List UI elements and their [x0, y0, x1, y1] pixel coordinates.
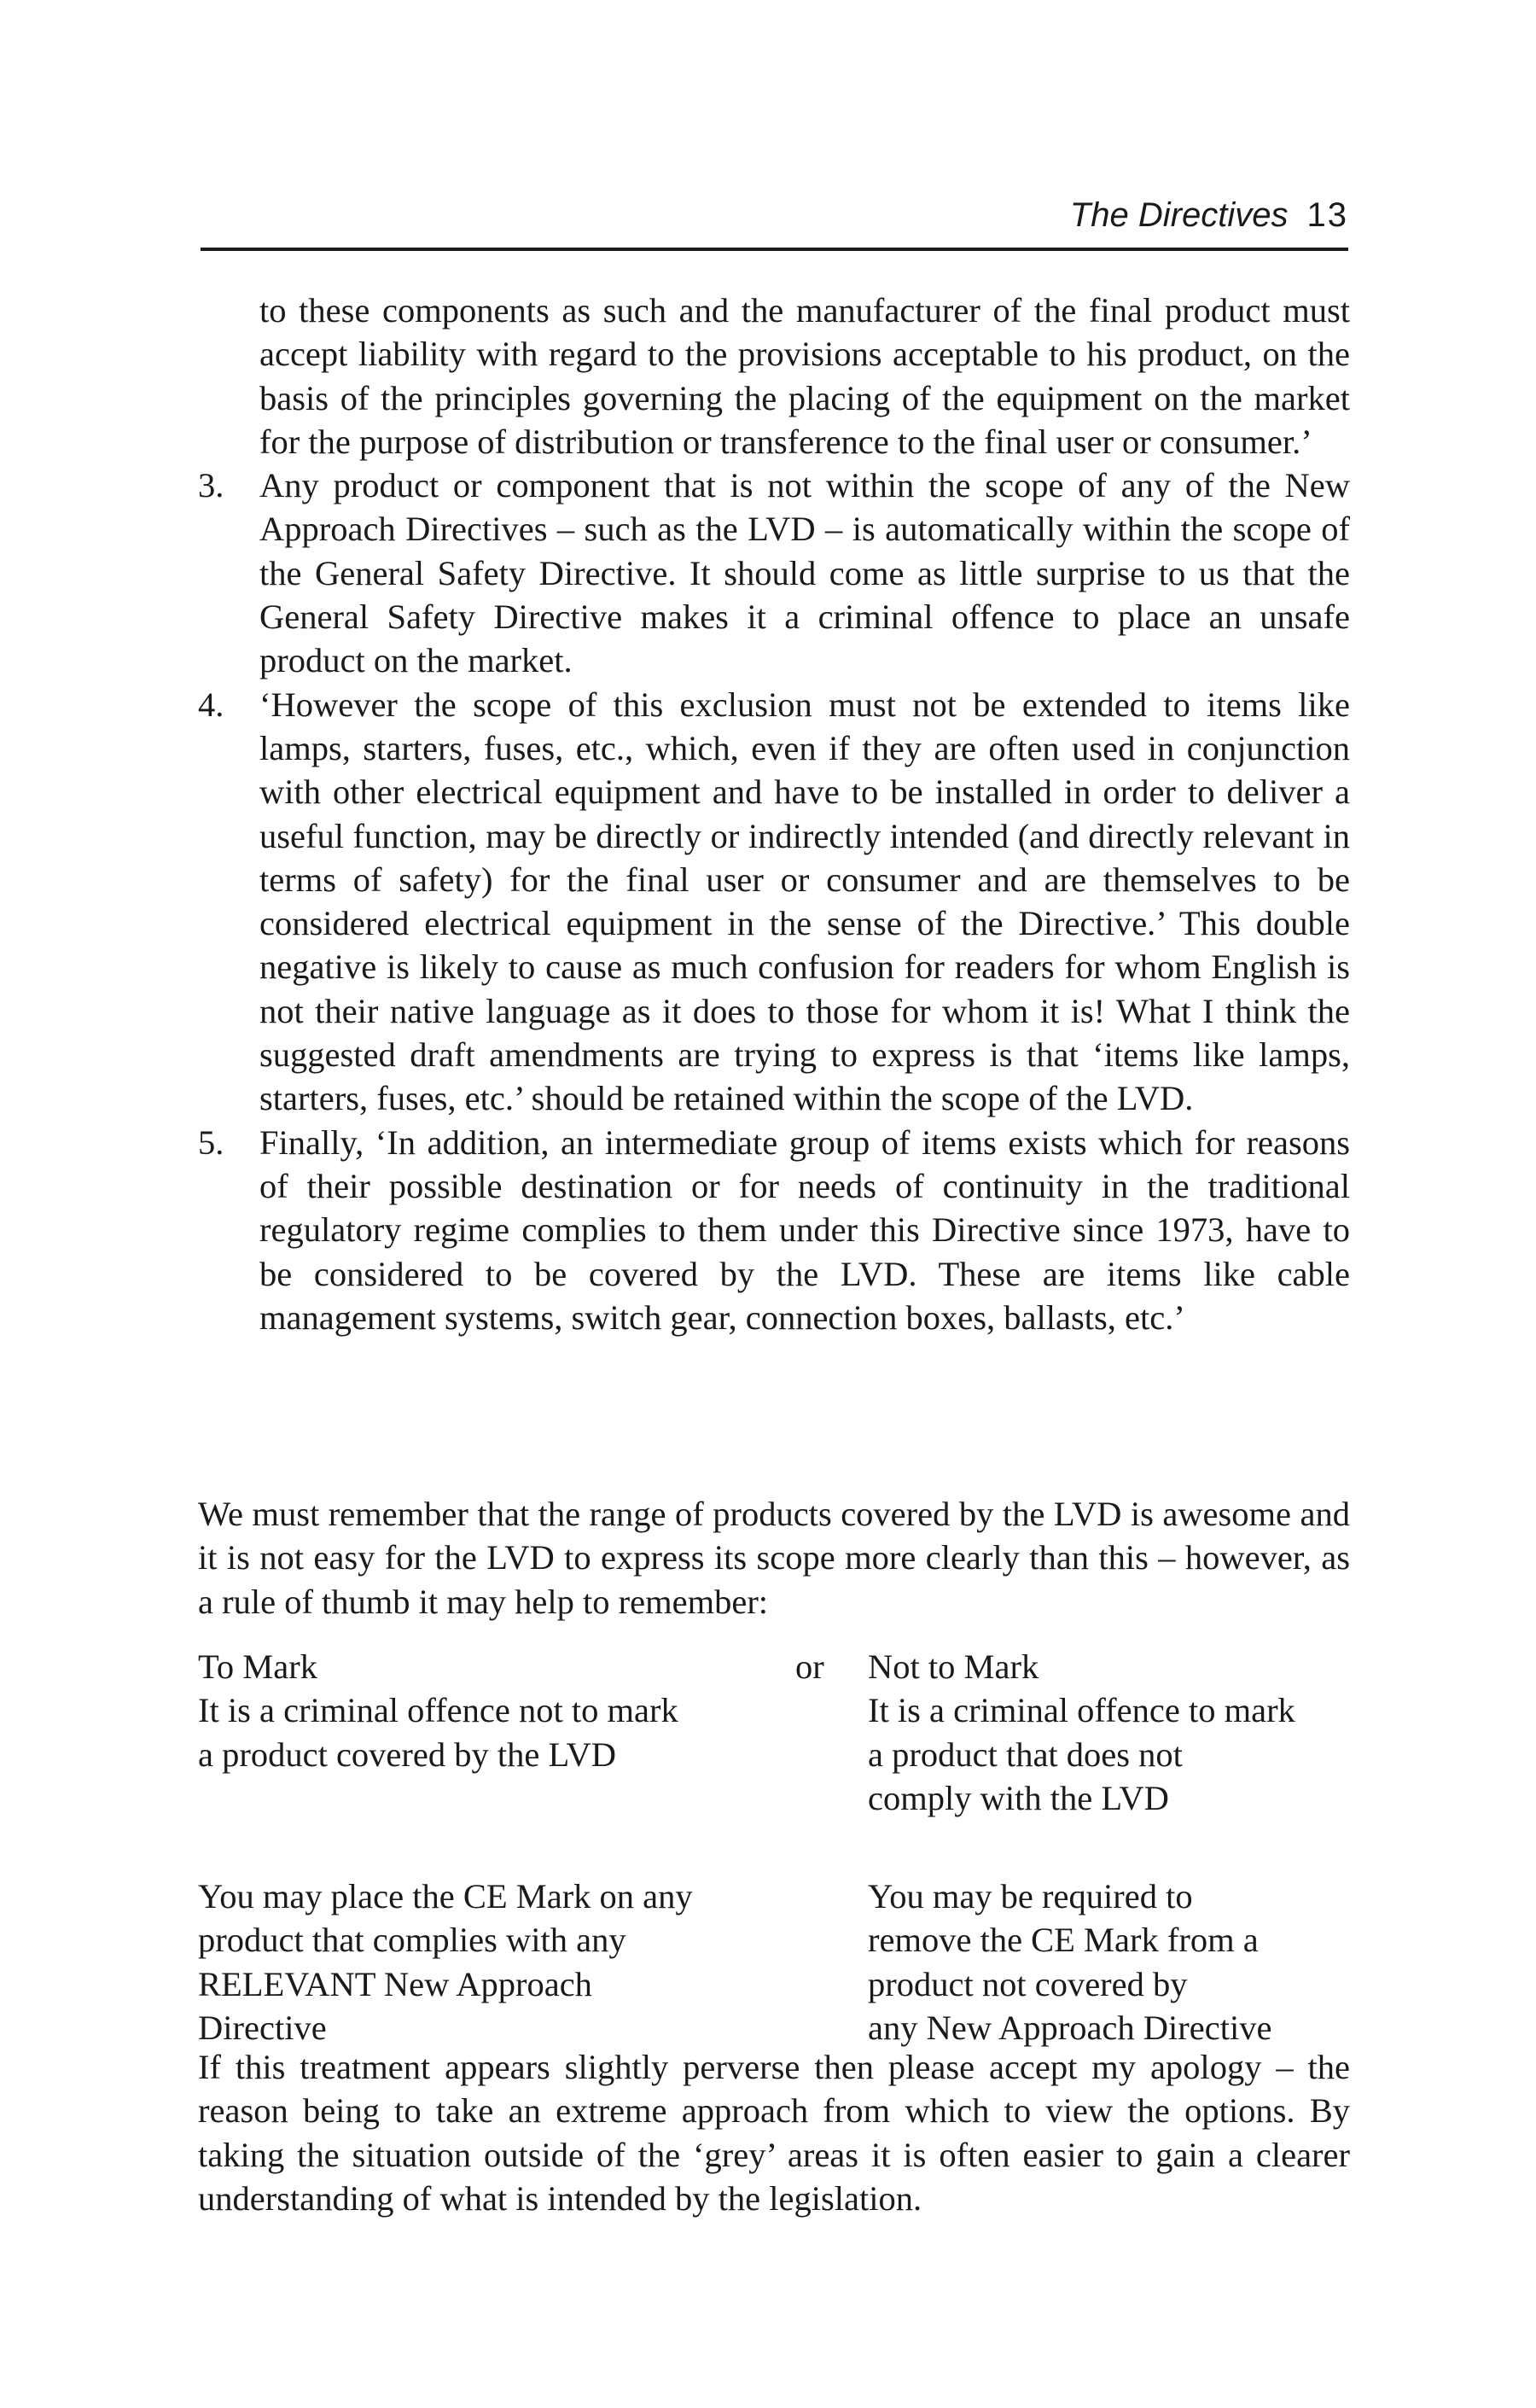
to-mark-heading: To Mark	[198, 1647, 318, 1686]
list-number: 4.	[198, 685, 224, 724]
mark-comparison-table	[198, 1645, 1350, 2049]
comparison-block-1	[198, 1688, 1350, 1820]
not-to-mark-offence-text: It is a criminal offence to mark a product that does not comply with the LVD	[868, 1691, 1295, 1817]
closing-paragraph: If this treatment appears slightly perverse then please accept my apology – the reason being to take an extreme approach from which to view the options. By taking the situation outside of the ‘grey’ areas it is often easier to gain a clearer understanding of what is intended by the legislation.	[198, 2048, 1350, 2218]
list-text: Finally, ‘In addition, an intermediate group of items exists which for reasons of their possible destination or for needs of continuity in the traditional regulatory regime complies to them under this Directive since 1973, have to be considered to be covered by the LVD. These are items like cable management systems, switch gear, connection boxes, ballasts, etc.’	[259, 1122, 1350, 1337]
or-separator: or	[795, 1647, 824, 1686]
rule-of-thumb-paragraph: We must remember that the range of products covered by the LVD is awesome and it is not easy for the LVD to express its scope more clearly than this – however, as a rule of thumb it may help to remember:	[198, 1495, 1350, 1621]
to-mark-ce-text: You may place the CE Mark on any product that complies with any RELEVANT New Approach Directive	[198, 1877, 693, 2048]
list-item-continuation: to these components as such and the manufacturer of the final product must accept liability with regard to the provisions acceptable to his product, on the basis of the principles governing the placing of the equipment on the market for the purpose of distribution or transference to the final user or consumer.’	[259, 291, 1350, 461]
list-item-3	[198, 464, 1350, 682]
to-mark-offence-text: It is a criminal offence not to mark a product covered by the LVD	[198, 1691, 678, 1774]
list-text: Any product or component that is not within the scope of any of the New Approach Directives – such as the LVD – is automatically within the scope of the General Safety Directive. It should come as little surprise to us that the General Safety Directive makes it a criminal offence to place an unsafe product on the market.	[259, 466, 1350, 680]
list-number: 3.	[198, 466, 224, 505]
not-to-mark-heading: Not to Mark	[868, 1647, 1039, 1686]
numbered-list	[198, 289, 1350, 1339]
not-to-mark-ce-text: You may be required to remove the CE Mark from a product not covered by any New Approach Directive	[868, 1877, 1272, 2048]
comparison-block-2	[198, 1875, 1350, 2049]
list-item-5	[198, 1121, 1350, 1339]
running-header	[201, 189, 1348, 251]
page-number: 13	[1306, 196, 1348, 234]
list-number: 5.	[198, 1122, 224, 1162]
comparison-headings	[198, 1645, 1350, 1688]
list-item-4	[198, 683, 1350, 1121]
list-text: ‘However the scope of this exclusion must not be extended to items like lamps, starters, fuses, etc., which, even if they are often used in conjunction with other electrical equipment and have to be installed in order to deliver a useful function, may be directly or indirectly intended (and directly relevant in terms of safety) for the final user or consumer and are themselves to be considered electrical equipment in the sense of the Directive.’ This double negative is likely to cause as much confusion for readers for whom English is not their native language as it does to those for whom it is! What I think the suggested draft amendments are trying to express is that ‘items like lamps, starters, fuses, etc.’ should be retained within the scope of the LVD.	[259, 685, 1350, 1118]
chapter-title: The Directives	[1069, 196, 1289, 234]
